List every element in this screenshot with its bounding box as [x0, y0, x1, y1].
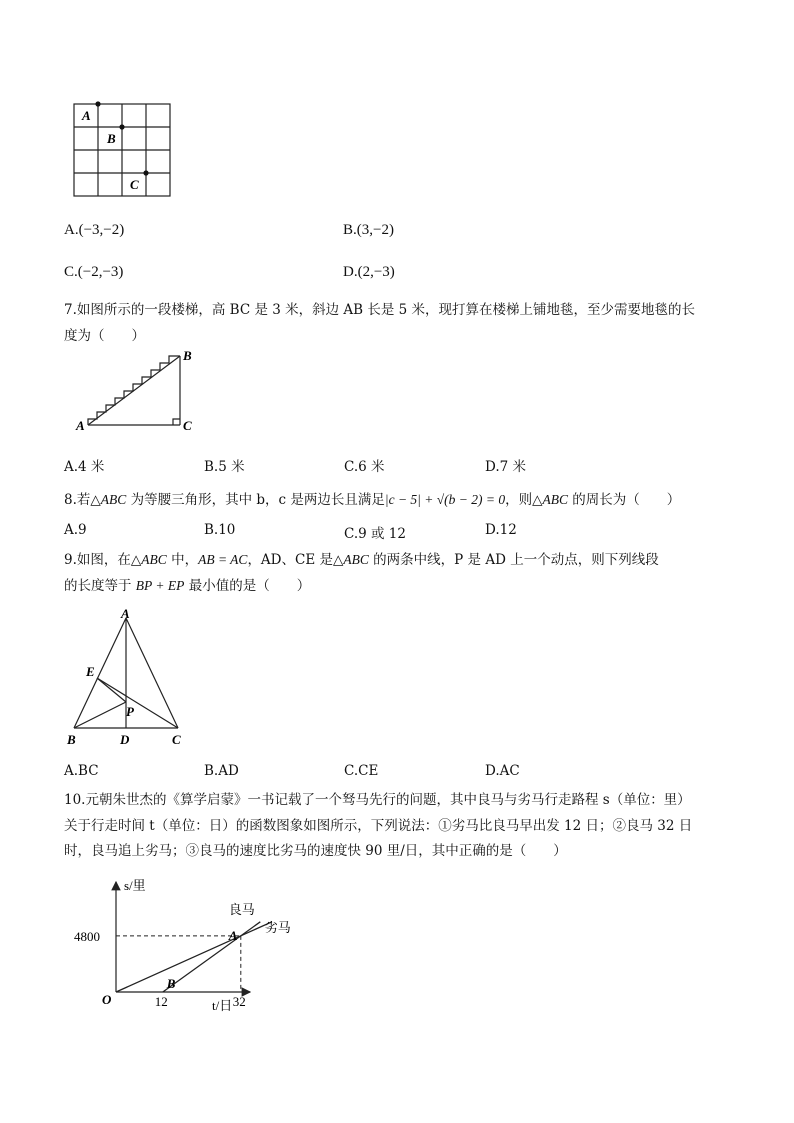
label-p: P	[126, 704, 134, 719]
q6-grid-figure	[70, 100, 175, 200]
q8-equation: |c − 5| + √(b − 2) = 0	[384, 492, 506, 507]
label-a: A	[76, 418, 85, 433]
label-a: A	[121, 606, 130, 621]
q9-line1-rest: ，AD、CE 是	[247, 552, 333, 568]
q8-triangle2: △ABC	[532, 492, 569, 507]
q7-option-b[interactable]: B.5 米	[204, 459, 245, 475]
q9-triangle-figure	[62, 606, 192, 752]
q9-stem-line2	[64, 574, 310, 594]
x-tick-label: 12	[154, 994, 168, 1009]
q7-staircase-figure	[70, 348, 200, 434]
q9-condition: AB = AC	[198, 552, 248, 567]
q10-distance-time-chart	[62, 876, 291, 1016]
q9-option-c[interactable]: C.CE	[344, 763, 379, 779]
q9-line2-tail: 最小值的是（ ）	[184, 578, 311, 594]
q7-option-d[interactable]: D.7 米	[485, 459, 527, 475]
label-b: B	[183, 348, 192, 363]
y-tick-label: 4800	[74, 928, 100, 944]
series-label-slow: 劣马	[264, 919, 291, 935]
label-b: B	[107, 131, 116, 146]
q7-option-c[interactable]: C.6 米	[344, 459, 385, 475]
q9-line1-prefix: 9.如图，在	[64, 552, 131, 568]
label-c: C	[183, 418, 192, 433]
q6-option-d[interactable]: D.(2,−3)	[343, 264, 395, 280]
q8-option-b[interactable]: B.10	[204, 522, 236, 538]
q9-expression: BP + EP	[135, 578, 185, 593]
q10-stem-line3: 时，良马追上劣马；③良马的速度比劣马的速度快 90 里/日，其中正确的是（ ）	[64, 843, 567, 859]
q9-triangle: △ABC	[130, 552, 167, 567]
q8-tail: 的周长为（ ）	[568, 492, 681, 508]
q10-stem-line1: 10.元朝朱世杰的《算学启蒙》一书记载了一个驽马先行的问题，其中良马与劣马行走路程 s（单位：里）	[64, 792, 691, 808]
point-a	[95, 101, 100, 106]
q7-stem-line1: 7.如图所示的一段楼梯，高 BC 是 3 米，斜边 AB 长是 5 米，现打算在楼梯上铺地毯，至少需要地毯的长	[64, 302, 696, 318]
series-label-fast: 良马	[228, 901, 255, 917]
point-b	[119, 124, 124, 129]
q8-triangle: △ABC	[90, 492, 127, 507]
q9-line1-tail: 的两条中线，P 是 AD 上一个动点，则下列线段	[368, 552, 659, 568]
q9-option-d[interactable]: D.AC	[485, 763, 520, 779]
q8-option-a[interactable]: A.9	[64, 522, 87, 538]
label-c: C	[172, 732, 181, 747]
x-tick-label: 32	[232, 994, 246, 1009]
q9-line2-prefix: 的长度等于	[64, 578, 136, 594]
series-line-slow	[116, 922, 272, 992]
label-c: C	[130, 177, 139, 192]
point-label-a: A	[228, 927, 238, 943]
point-c	[143, 170, 148, 175]
label-a: A	[82, 108, 91, 123]
q6-option-a[interactable]: A.(−3,−2)	[64, 222, 125, 238]
q8-suffix: ，则	[505, 492, 533, 508]
q8-option-d[interactable]: D.12	[485, 522, 517, 538]
origin-label: O	[102, 992, 112, 1007]
label-d: D	[120, 732, 130, 747]
q9-stem-line1	[64, 548, 659, 568]
q7-stem-line2: 度为（ ）	[64, 328, 145, 344]
q8-option-c[interactable]: C.9 或 12	[344, 526, 406, 542]
q8-middle: 为等腰三角形，其中 b，c 是两边长且满足	[126, 492, 385, 508]
point-label-b: B	[166, 976, 176, 991]
q7-option-a[interactable]: A.4 米	[64, 459, 105, 475]
q8-prefix: 8.若	[64, 492, 91, 508]
q6-option-c[interactable]: C.(−2,−3)	[64, 264, 124, 280]
q9-option-a[interactable]: A.BC	[64, 763, 99, 779]
q9-option-b[interactable]: B.AD	[204, 763, 239, 779]
x-axis-label: t/日	[212, 998, 233, 1013]
q10-stem-line2: 关于行走时间 t（单位：日）的函数图象如图所示，下列说法：①劣马比良马早出发 12 日；②良马 32 日	[64, 818, 693, 834]
label-e: E	[86, 664, 95, 679]
label-b: B	[67, 732, 76, 747]
q9-line1-mid: 中，	[166, 552, 199, 568]
q8-stem	[64, 488, 680, 508]
q6-option-b[interactable]: B.(3,−2)	[343, 222, 394, 238]
series-line-fast	[163, 922, 260, 992]
q9-triangle2: △ABC	[333, 552, 369, 567]
y-axis-label: s/里	[124, 878, 146, 893]
